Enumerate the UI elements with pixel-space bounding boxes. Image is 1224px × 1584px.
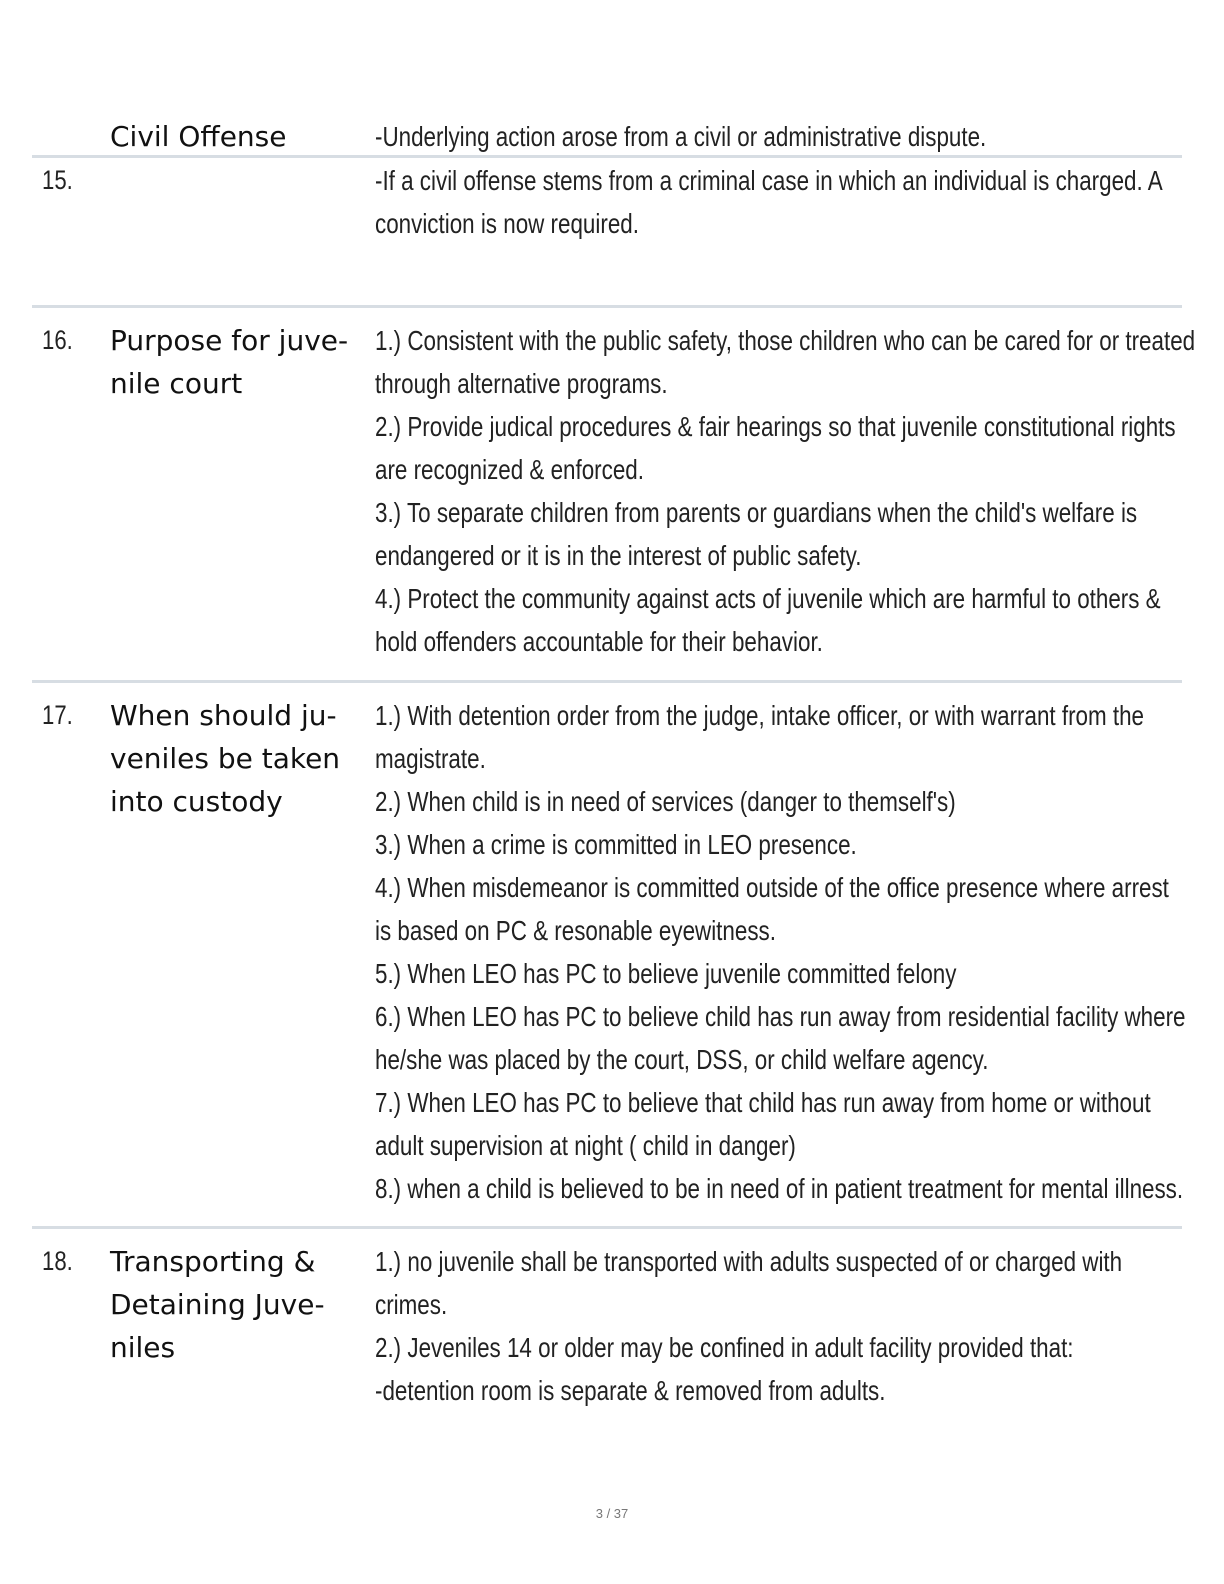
entry-17-line: is based on PC & resonable eyewitness. (375, 915, 776, 946)
entry-18-number: 18. (42, 1246, 73, 1276)
entry-17-line: 6.) When LEO has PC to believe child has run away from residential facility where (375, 1001, 1186, 1032)
entry-18-term-line: niles (110, 1331, 176, 1364)
divider (32, 155, 1182, 158)
entry-18-line: crimes. (375, 1289, 448, 1320)
divider (32, 305, 1182, 308)
entry-16-definition (375, 319, 1196, 663)
entry-17-term (110, 694, 370, 823)
entry-17-term-line: veniles be taken (110, 742, 341, 775)
entry-18-line: -detention room is separate & removed from adults. (375, 1375, 886, 1406)
entry-16-number: 16. (42, 325, 73, 355)
entry-15-definition-cont (375, 159, 1175, 245)
entry-18-term-line: Detaining Juve- (110, 1288, 325, 1321)
entry-16-line: 2.) Provide judical procedures & fair hearings so that juvenile constitutional rights (375, 411, 1176, 442)
entry-16-line: endangered or it is in the interest of public safety. (375, 540, 862, 571)
entry-16-line: through alternative programs. (375, 368, 668, 399)
entry-18-line: 2.) Jeveniles 14 or older may be confined in adult facility provided that: (375, 1332, 1074, 1363)
entry-16-line: 3.) To separate children from parents or guardians when the child's welfare is (375, 497, 1138, 528)
divider (32, 1226, 1182, 1229)
divider (32, 680, 1182, 683)
entry-16-term (110, 319, 370, 405)
entry-17-line: he/she was placed by the court, DSS, or child welfare agency. (375, 1044, 989, 1075)
entry-15-number: 15. (42, 165, 73, 195)
entry-17-line: magistrate. (375, 743, 486, 774)
entry-17-line: 4.) When misdemeanor is committed outside of the office presence where arrest (375, 872, 1169, 903)
entry-15-line: -If a civil offense stems from a criminal case in which an individual is charged. A (375, 165, 1163, 196)
entry-17-line: 7.) When LEO has PC to believe that child has run away from home or without (375, 1087, 1151, 1118)
entry-16-line: are recognized & enforced. (375, 454, 644, 485)
entry-16-term-line: Purpose for juve- (110, 324, 349, 357)
entry-17-line: 3.) When a crime is committed in LEO presence. (375, 829, 857, 860)
entry-17-number: 17. (42, 700, 73, 730)
entry-18-definition (375, 1240, 1175, 1412)
entry-18-term-line: Transporting & (110, 1245, 316, 1278)
entry-17-term-line: When should ju- (110, 699, 337, 732)
entry-17-line: 5.) When LEO has PC to believe juvenile committed felony (375, 958, 957, 989)
entry-15-line: -Underlying action arose from a civil or administrative dispute. (375, 121, 987, 152)
entry-16-line: 1.) Consistent with the public safety, those children who can be cared for or treated (375, 325, 1196, 356)
entry-17-definition (375, 694, 1186, 1210)
entry-16-line: hold offenders accountable for their behavior. (375, 626, 823, 657)
entry-17-line: adult supervision at night ( child in danger) (375, 1130, 796, 1161)
entry-17-line: 8.) when a child is believed to be in need of in patient treatment for mental illness. (375, 1173, 1184, 1204)
entry-15-definition (375, 115, 1175, 158)
entry-17-line: 2.) When child is in need of services (danger to themself's) (375, 786, 956, 817)
entry-16-line: 4.) Protect the community against acts of juvenile which are harmful to others & (375, 583, 1161, 614)
entry-15-line: conviction is now required. (375, 208, 639, 239)
entry-18-line: 1.) no juvenile shall be transported with adults suspected of or charged with (375, 1246, 1123, 1277)
entry-17-line: 1.) With detention order from the judge, intake officer, or with warrant from the (375, 700, 1145, 731)
entry-17-term-line: into custody (110, 785, 283, 818)
entry-16-term-line: nile court (110, 367, 243, 400)
entry-15-term: Civil Offense (110, 120, 287, 153)
page-indicator: 3 / 37 (595, 1506, 629, 1521)
entry-18-term (110, 1240, 370, 1369)
